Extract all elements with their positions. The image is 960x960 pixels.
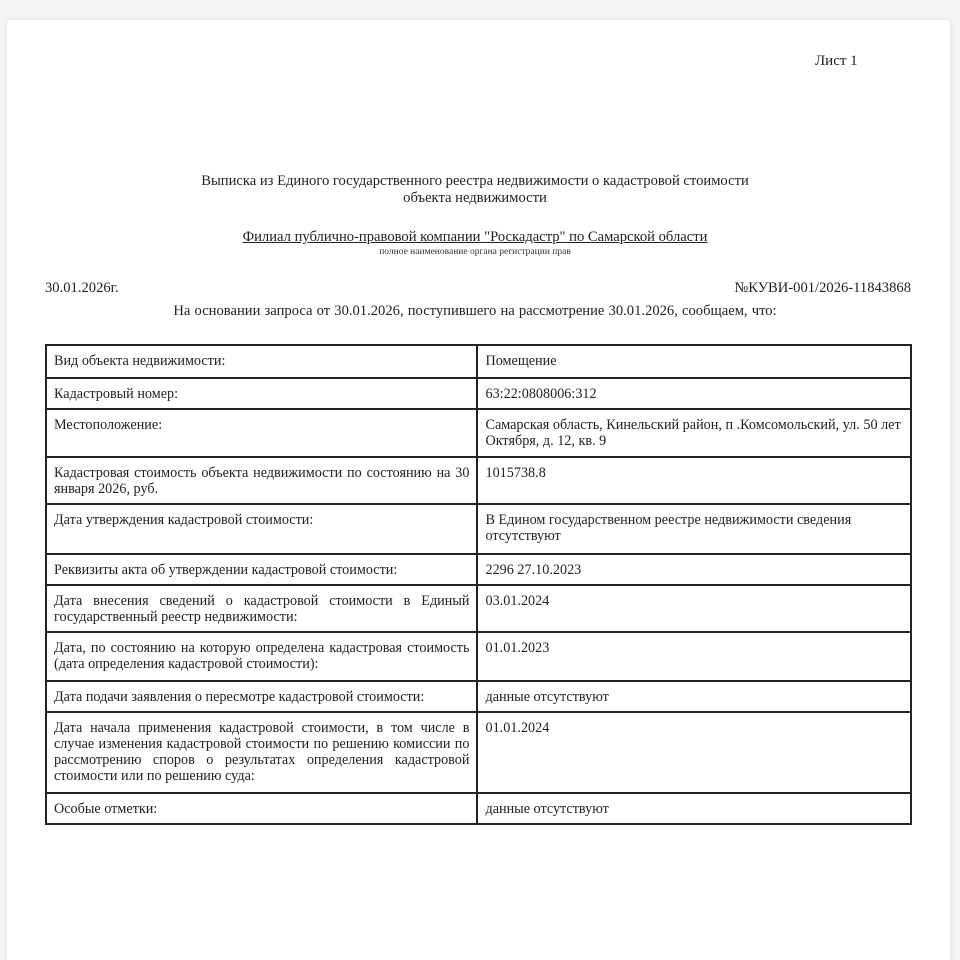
table-row [46, 378, 911, 409]
row-value: данные отсутствуют [477, 681, 911, 712]
table-row [46, 345, 911, 378]
sheet-number: Лист 1 [815, 53, 858, 69]
table-row [46, 712, 911, 793]
row-value: В Едином государственном реестре недвижимости сведения отсутствуют [477, 504, 911, 554]
document-title-line-2: объекта недвижимости [403, 190, 547, 206]
row-label: Дата подачи заявления о пересмотре кадастровой стоимости: [46, 681, 477, 712]
row-value: Помещение [477, 345, 911, 378]
row-label: Дата, по состоянию на которую определена кадастровая стоимость (дата определения кадастровой стоимости): [46, 632, 477, 681]
table-row [46, 585, 911, 632]
organization-name: Филиал публично-правовой компании "Роскадастр" по Самарской области [242, 229, 708, 245]
row-value: 1015738.8 [477, 457, 911, 504]
cadastral-info-table [45, 344, 912, 825]
document-date: 30.01.2026г. [45, 280, 119, 296]
row-label: Кадастровая стоимость объекта недвижимости по состоянию на 30 января 2026, руб. [46, 457, 477, 504]
table-row [46, 554, 911, 585]
row-label: Местоположение: [46, 409, 477, 457]
document-title [7, 173, 943, 207]
table-row [46, 504, 911, 554]
row-label: Особые отметки: [46, 793, 477, 824]
row-label: Дата внесения сведений о кадастровой стоимости в Единый государственный реестр недвижимости: [46, 585, 477, 632]
request-intro: На основании запроса от 30.01.2026, поступившего на рассмотрение 30.01.2026, сообщаем, что: [173, 303, 777, 319]
row-value: данные отсутствуют [477, 793, 911, 824]
table-row [46, 681, 911, 712]
table-row [46, 457, 911, 504]
row-value: 03.01.2024 [477, 585, 911, 632]
row-value: 01.01.2023 [477, 632, 911, 681]
table-row [46, 409, 911, 457]
row-value: 63:22:0808006:312 [477, 378, 911, 409]
table-row [46, 632, 911, 681]
row-label: Реквизиты акта об утверждении кадастровой стоимости: [46, 554, 477, 585]
document-page [7, 20, 950, 960]
row-label: Вид объекта недвижимости: [46, 345, 477, 378]
document-title-line-1: Выписка из Единого государственного реестра недвижимости о кадастровой стоимости [201, 173, 749, 189]
row-label: Дата начала применения кадастровой стоимости, в том числе в случае изменения кадастровой стоимости по решению комиссии по рассмотрению споров о результатах определения кадастровой стоимости или по решению суда: [46, 712, 477, 793]
row-value: Самарская область, Кинельский район, п .Комсомольский, ул. 50 лет Октября, д. 12, кв. 9 [477, 409, 911, 457]
organization-caption: полное наименование органа регистрации прав [379, 247, 571, 257]
row-value: 2296 27.10.2023 [477, 554, 911, 585]
table-row [46, 793, 911, 824]
document-number: №КУВИ-001/2026-11843868 [734, 280, 911, 296]
cadastral-info-table-body [46, 345, 911, 824]
row-value: 01.01.2024 [477, 712, 911, 793]
row-label: Кадастровый номер: [46, 378, 477, 409]
row-label: Дата утверждения кадастровой стоимости: [46, 504, 477, 554]
